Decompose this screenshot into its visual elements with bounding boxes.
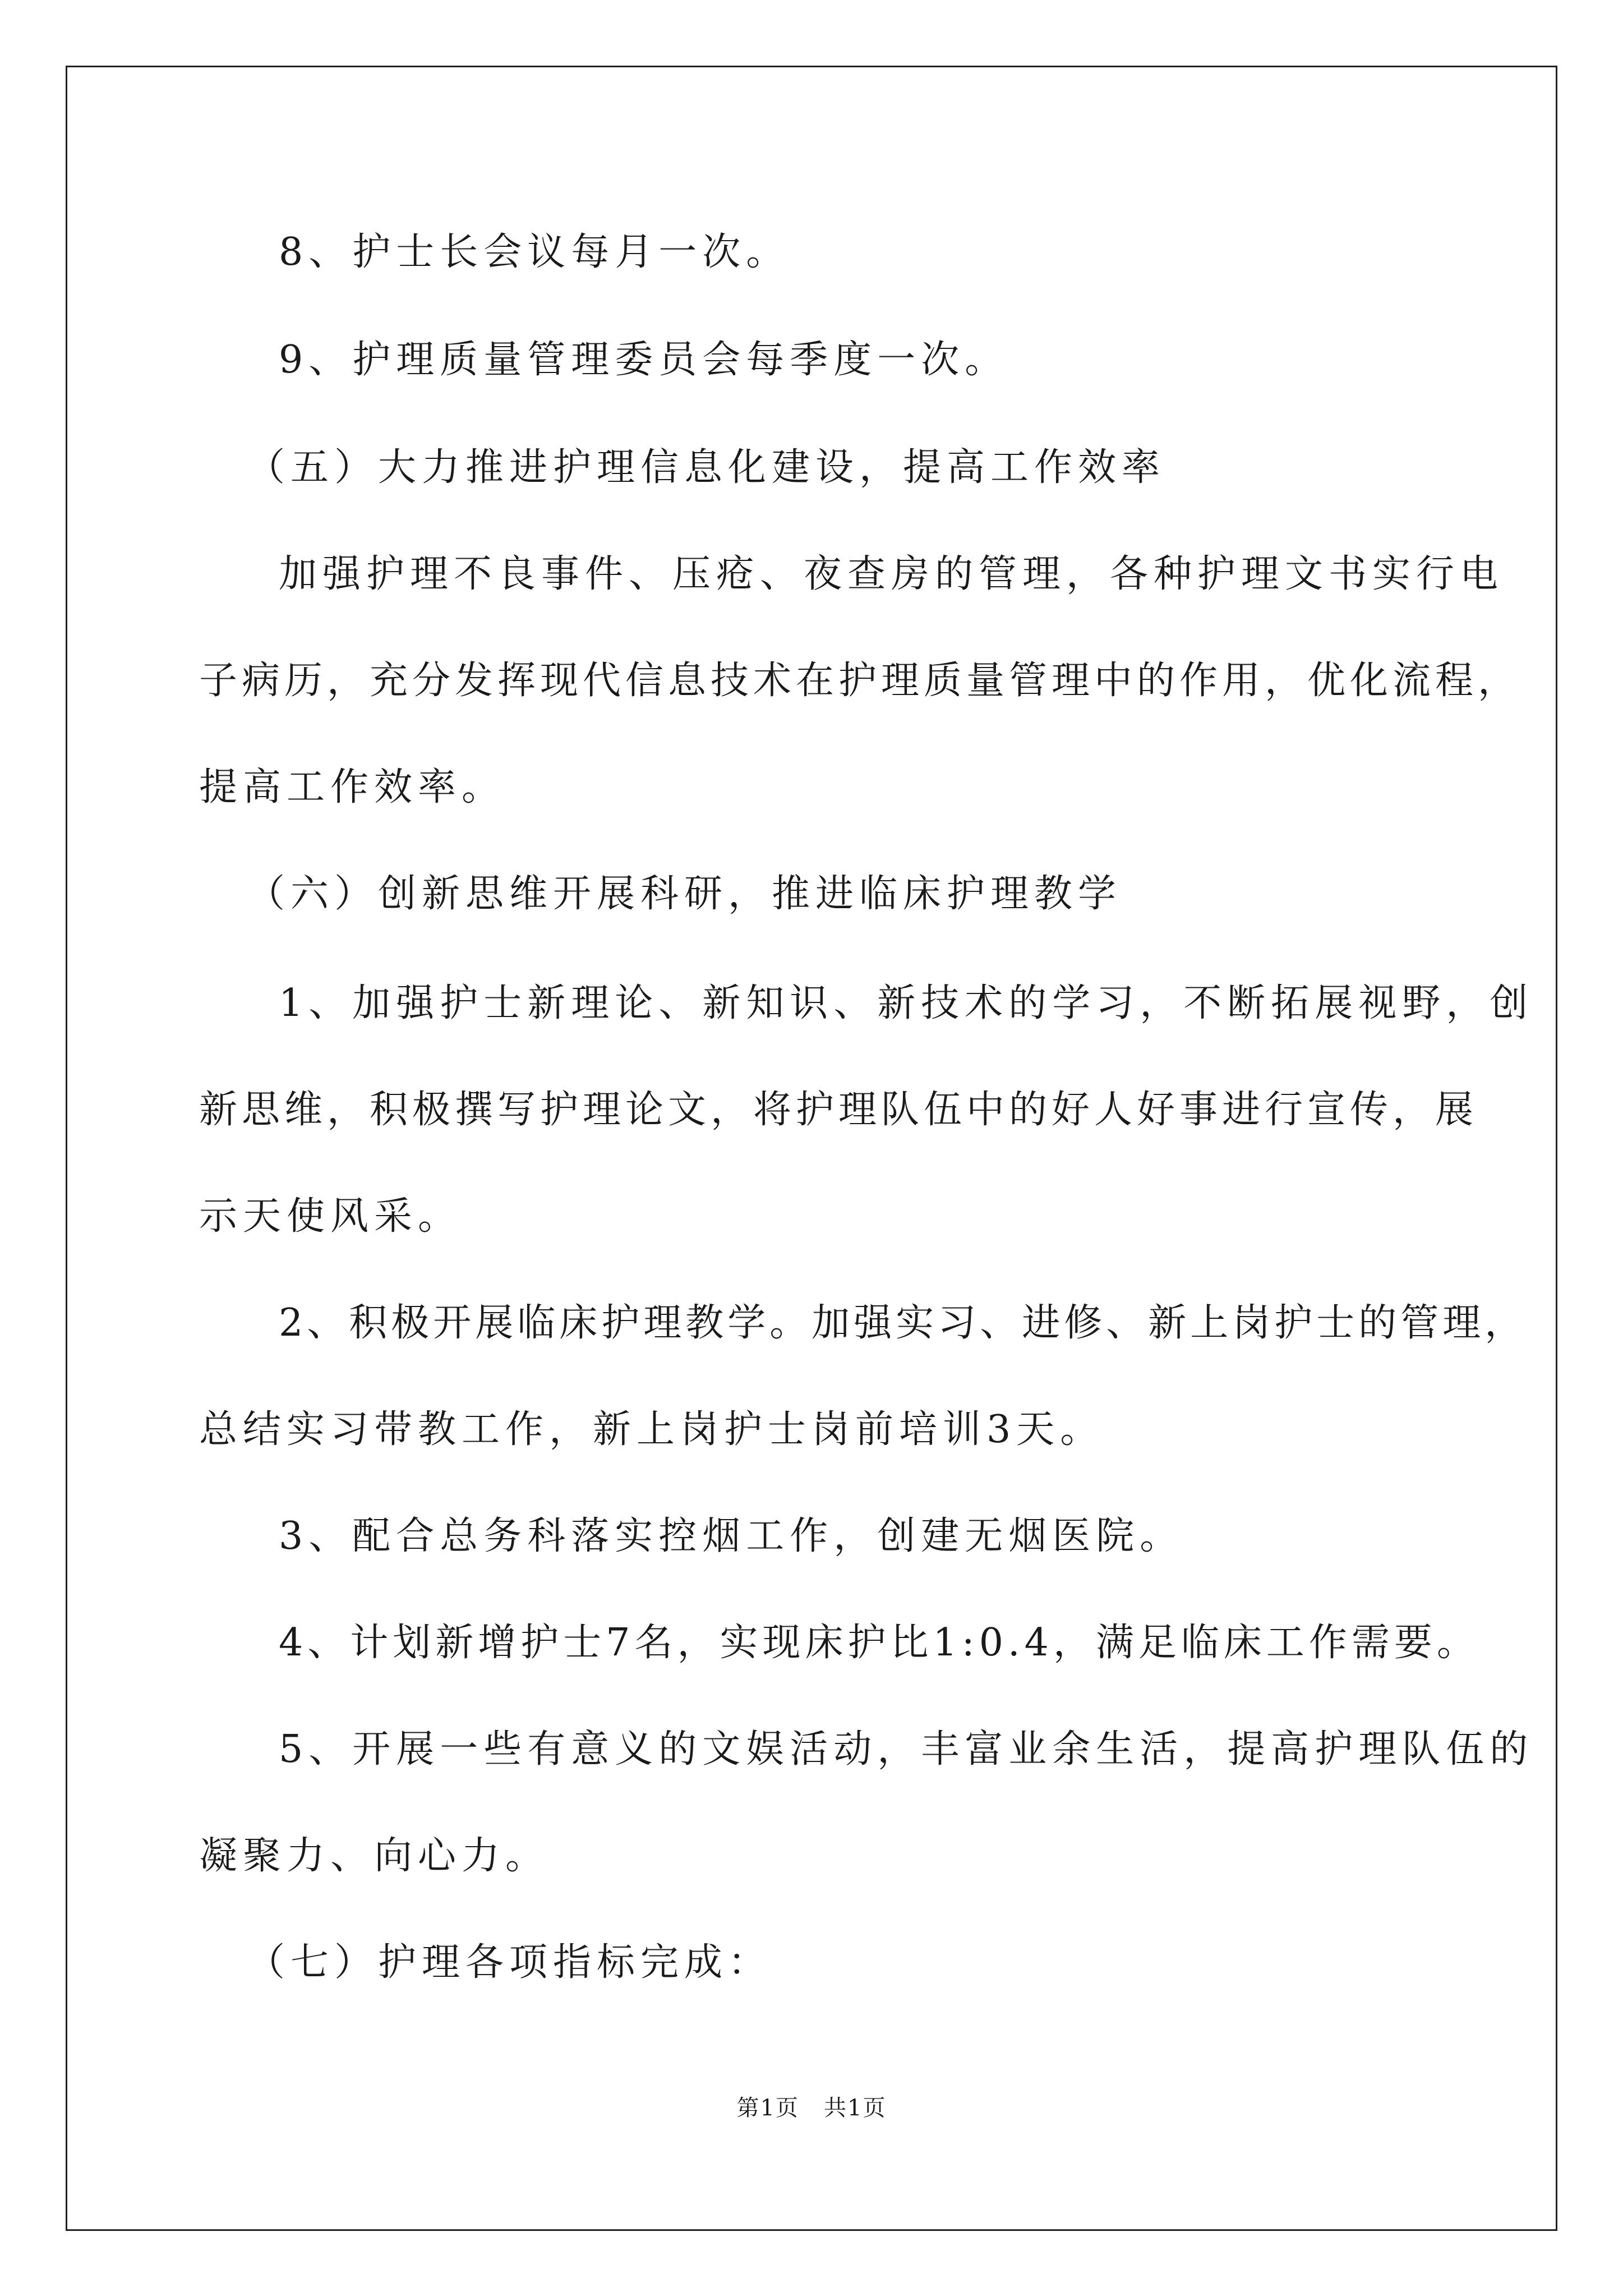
paragraph-line: 示天使风采。 [199, 1194, 462, 1239]
page-number-footer: 第1页 共1页 [736, 2095, 887, 2121]
list-item-5: 5、开展一些有意义的文娱活动，丰富业余生活，提高护理队伍的 [279, 1727, 1534, 1772]
paragraph-line: 提高工作效率。 [199, 765, 506, 809]
list-item-8: 8、护士长会议每月一次。 [279, 230, 790, 274]
list-item-1: 1、加强护士新理论、新知识、新技术的学习，不断拓展视野，创 [279, 981, 1534, 1025]
list-item-2: 2、积极开展临床护理教学。加强实习、进修、新上岗护士的管理， [279, 1301, 1527, 1345]
list-item-3: 3、配合总务科落实控烟工作，创建无烟医院。 [279, 1514, 1184, 1558]
section-heading-5: （五）大力推进护理信息化建设，提高工作效率 [247, 445, 1166, 490]
list-item-4: 4、计划新增护士7名，实现床护比1:0.4，满足临床工作需要。 [279, 1621, 1479, 1665]
section-heading-6: （六）创新思维开展科研，推进临床护理教学 [247, 872, 1122, 916]
paragraph-line: 凝聚力、向心力。 [199, 1834, 550, 1878]
section-heading-7: （七）护理各项指标完成： [247, 1940, 772, 1985]
paragraph-line: 子病历，充分发挥现代信息技术在护理质量管理中的作用，优化流程， [199, 659, 1521, 703]
paragraph-line: 新思维，积极撰写护理论文，将护理队伍中的好人好事进行宣传，展 [199, 1088, 1478, 1132]
paragraph-line: 加强护理不良事件、压疮、夜查房的管理，各种护理文书实行电 [279, 552, 1504, 596]
page-border [66, 66, 1557, 2231]
list-item-9: 9、护理质量管理委员会每季度一次。 [279, 338, 1009, 382]
paragraph-line: 总结实习带教工作，新上岗护士岗前培训3天。 [199, 1407, 1104, 1452]
